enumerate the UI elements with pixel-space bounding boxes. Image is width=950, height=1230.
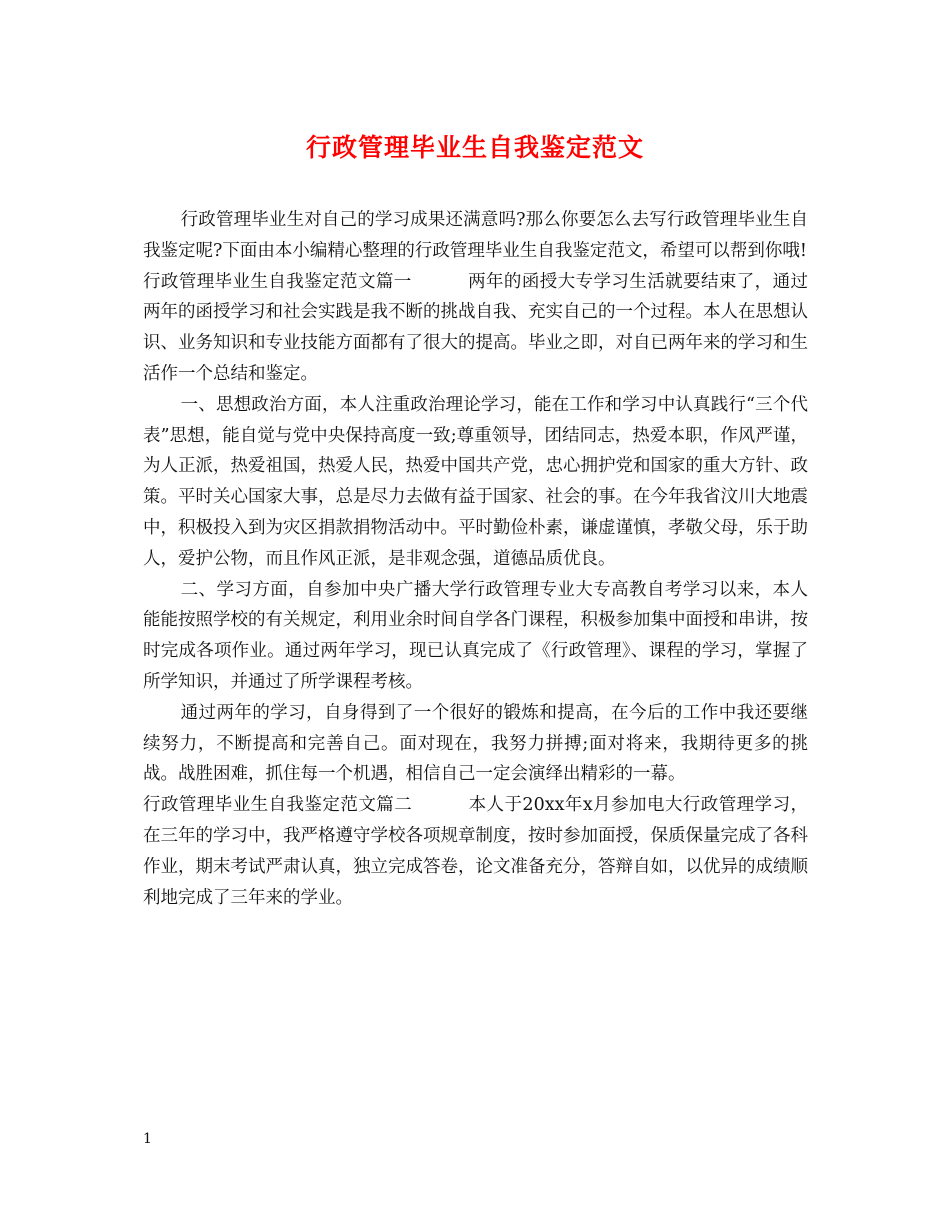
document-body: [143, 205, 808, 913]
section-two-lead: 本人于20xx年x月参加电大行政管理学习，在三年的学习中，我严格遵守学校各项规章制度，按时参加面授，保质保量完成了各科作业，期末考试严肃认真，独立完成答卷，论文准备充分，答辩自如，以优异的成绩顺利地完成了三年来的学业。: [143, 795, 809, 908]
section-two-heading: 行政管理毕业生自我鉴定范文篇二: [143, 795, 413, 816]
section-one-paragraph: [143, 267, 808, 390]
section-two-paragraph: [143, 790, 808, 913]
section-one-heading: 行政管理毕业生自我鉴定范文篇一: [143, 271, 412, 292]
page-number: 1: [143, 1131, 152, 1147]
section-one-lead: 两年的函授大专学习生活就要结束了，通过两年的函授学习和社会实践是我不断的挑战自我、充实自己的一个过程。本人在思想认识、业务知识和专业技能方面都有了很大的提高。毕业之即，对自已两年来的学习和生活作一个总结和鉴定。: [143, 271, 809, 384]
study-paragraph: 二、学习方面，自参加中央广播大学行政管理专业大专高教自考学习以来，本人能能按照学校的有关规定，利用业余时间自学各门课程，积极参加集中面授和串讲，按时完成各项作业。通过两年学习，现已认真完成了《行政管理》、课程的学习，掌握了所学知识，并通过了所学课程考核。: [143, 579, 808, 692]
document-title: 行政管理毕业生自我鉴定范文: [305, 133, 644, 162]
summary-paragraph: 通过两年的学习，自身得到了一个很好的锻炼和提高，在今后的工作中我还要继续努力，不断提高和完善自己。面对现在，我努力拼搏;面对将来，我期待更多的挑战。战胜困难，抓住每一个机遇，相信自己一定会演绎出精彩的一幕。: [143, 702, 808, 785]
political-paragraph: 一、思想政治方面，本人注重政治理论学习，能在工作和学习中认真践行“三个代表”思想，能自觉与党中央保持高度一致;尊重领导，团结同志，热爱本职，作风严谨，为人正派，热爱祖国，热爱人民，热爱中国共产党，忠心拥护党和国家的重大方针、政策。平时关心国家大事，总是尽力去做有益于国家、社会的事。在今年我省汶川大地震中，积极投入到为灾区捐款捐物活动中。平时勤俭朴素，谦虚谨慎，孝敬父母，乐于助人，爱护公物，而且作风正派，是非观念强，道德品质优良。: [143, 394, 808, 569]
intro-paragraph: 行政管理毕业生对自己的学习成果还满意吗?那么你要怎么去写行政管理毕业生自我鉴定呢?下面由本小编精心整理的行政管理毕业生自我鉴定范文，希望可以帮到你哦!: [143, 210, 808, 261]
